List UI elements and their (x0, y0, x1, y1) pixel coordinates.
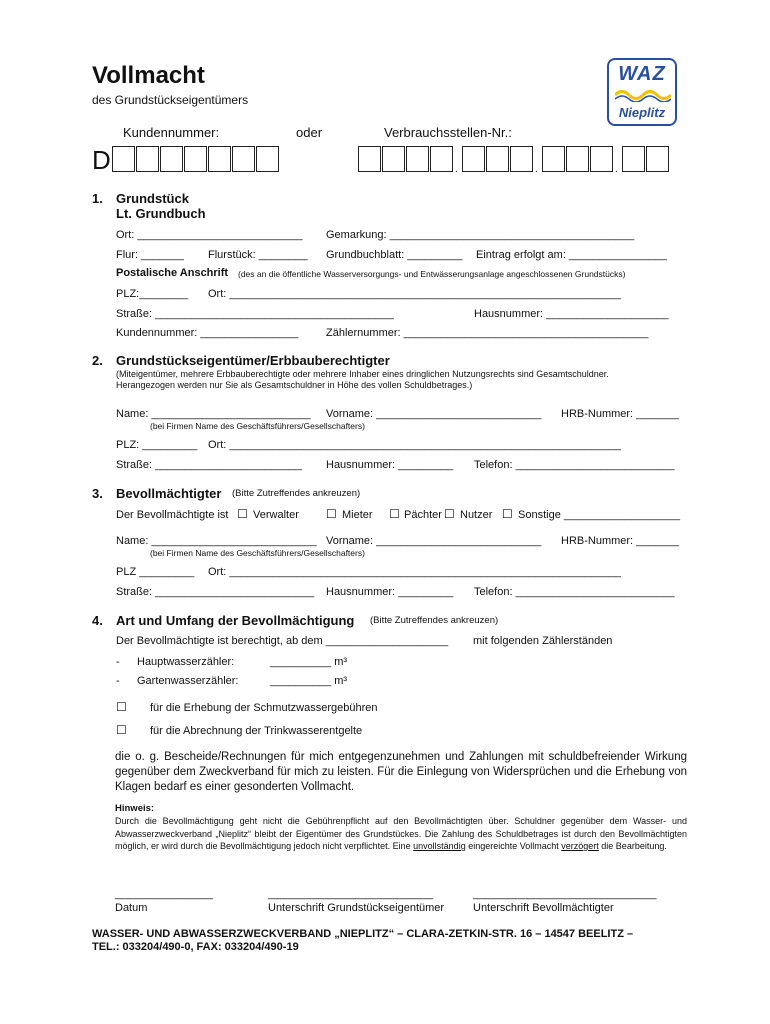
verbrauchsstelle-digit-box[interactable] (430, 146, 453, 172)
eigentuemer-firmen-note: (bei Firmen Name des Geschäftsführers/Gesellschafters) (150, 421, 365, 431)
bevollmaechtigter-firmen-note: (bei Firmen Name des Geschäftsführers/Gesellschafters) (150, 548, 365, 558)
verwalter-checkbox[interactable]: ☐ (237, 507, 248, 521)
berechtigt-ab-field[interactable]: Der Bevollmächtigte ist berechtigt, ab dem ____________________ (116, 635, 449, 647)
eigentuemer-name-field[interactable]: Name: __________________________ (116, 408, 311, 420)
bevollmaechtigter-signature-line[interactable]: ______________________________ (473, 888, 657, 900)
kundennummer-digit-box[interactable] (208, 146, 231, 172)
schmutzwasser-label: für die Erhebung der Schmutzwassergebühren (150, 702, 378, 714)
kundennummer-digit-box[interactable] (232, 146, 255, 172)
bevollmaechtigter-plz-field[interactable]: PLZ _________ (116, 566, 195, 578)
section-2-note-line1: (Miteigentümer, mehrere Erbbauberechtigte oder mehrere Inhaber eines dringlichen Nutzungsrechts sind Gesamtschuldner. (116, 369, 609, 379)
verwalter-label: Verwalter (253, 509, 299, 521)
bevollmaechtigter-strasse-field[interactable]: Straße: __________________________ (116, 586, 315, 598)
section-4-number: 4. (92, 613, 103, 628)
eigentuemer-telefon-field[interactable]: Telefon: __________________________ (474, 459, 675, 471)
sec1-kundennummer-field[interactable]: Kundennummer: ________________ (116, 327, 299, 339)
section-2-note-line2: Herangezogen werden nur Sie als Gesamtschuldner in Höhe des vollen Schuldbetrages.) (116, 380, 473, 390)
verbrauchsstelle-label: Verbrauchsstellen-Nr.: (384, 125, 512, 140)
verbrauchsstelle-digit-box[interactable] (462, 146, 485, 172)
section-3-title: Bevollmächtigter (116, 486, 222, 501)
section-3-note: (Bitte Zutreffendes ankreuzen) (232, 488, 361, 499)
eigentuemer-hrb-field[interactable]: HRB-Nummer: _______ (561, 408, 679, 420)
logo-wave-icon (615, 88, 671, 102)
schmutzwasser-checkbox[interactable]: ☐ (116, 700, 127, 714)
trinkwasser-label: für die Abrechnung der Trinkwasserentgelte (150, 725, 363, 737)
flurstueck-field[interactable]: Flurstück: ________ (208, 249, 308, 261)
eigentuemer-signature-line[interactable]: ___________________________ (268, 888, 434, 900)
section-4-title: Art und Umfang der Bevollmächtigung (116, 613, 355, 628)
kundennummer-prefix: D (92, 145, 111, 175)
hinweis-text (115, 815, 687, 853)
section-2-title: Grundstückseigentümer/Erbbauberechtigter (116, 353, 390, 368)
grundstueck-ort-field[interactable]: Ort: ___________________________ (116, 229, 303, 241)
hauptwasserzaehler-label: Hauptwasserzähler: (137, 656, 235, 668)
verbrauchsstelle-digit-box[interactable] (590, 146, 613, 172)
mieter-checkbox[interactable]: ☐ (326, 507, 337, 521)
paechter-label: Pächter (404, 509, 442, 521)
trinkwasser-checkbox[interactable]: ☐ (116, 723, 127, 737)
kundennummer-digit-box[interactable] (184, 146, 207, 172)
verbrauchsstelle-digit-box[interactable] (566, 146, 589, 172)
hinweis-title: Hinweis: (115, 803, 155, 814)
hinweis-verzoegert: verzögert (561, 841, 599, 851)
footer-address (92, 928, 692, 954)
hinweis-unvollstaendig: unvollständig (413, 841, 466, 851)
footer-line-2: TEL.: 033204/490-0, FAX: 033204/490-19 (92, 941, 299, 953)
kundennummer-digit-box[interactable] (256, 146, 279, 172)
section-1-title: Grundstück (116, 191, 189, 206)
bevollmaechtigte-ist-label: Der Bevollmächtigte ist (116, 509, 229, 521)
verbrauchsstelle-digit-box[interactable] (358, 146, 381, 172)
flur-field[interactable]: Flur: _______ (116, 249, 184, 261)
bevollmaechtigter-hrb-field[interactable]: HRB-Nummer: _______ (561, 535, 679, 547)
sonstige-field[interactable]: Sonstige ___________________ (518, 509, 681, 521)
bevollmaechtigter-telefon-field[interactable]: Telefon: __________________________ (474, 586, 675, 598)
separator-dot: . (535, 164, 538, 175)
gartenwasserzaehler-field[interactable]: __________ m³ (270, 675, 348, 687)
hinweis-text-a: Durch die Bevollmächtigung geht nicht die Gebührenpflicht auf den Bevollmächtigten über. Schuldner gegenüber dem Wasser- und Abwasserzweckverband „Nieplitz“ bleibt der Eigentümer des Grundstückes. Die Zahlung des Schuldbetrages ist durch den Bevollmächtigten möglich, er wird durch die Bevollmächtigung jedoch nicht verpflichtet. Eine (115, 816, 687, 851)
zaehlerstaende-label: mit folgenden Zählerständen (473, 635, 613, 647)
verbrauchsstelle-digit-box[interactable] (486, 146, 509, 172)
verbrauchsstelle-digit-box[interactable] (622, 146, 645, 172)
verbrauchsstelle-digit-box[interactable] (382, 146, 405, 172)
unterschrift-eigentuemer-label: Unterschrift Grundstückseigentümer (268, 902, 445, 914)
hauptwasserzaehler-field[interactable]: __________ m³ (270, 656, 348, 668)
unterschrift-bevollmaechtigter-label: Unterschrift Bevollmächtigter (473, 902, 614, 914)
logo-text-nieplitz: Nieplitz (618, 105, 666, 120)
section-1-subtitle: Lt. Grundbuch (116, 206, 206, 221)
oder-label: oder (296, 125, 323, 140)
paechter-checkbox[interactable]: ☐ (389, 507, 400, 521)
footer-line-1: WASSER- UND ABWASSERZWECKVERBAND „NIEPLITZ“ – CLARA-ZETKIN-STR. 16 – 14547 BEELITZ – (92, 928, 634, 940)
section-2-number: 2. (92, 353, 103, 368)
kundennummer-digit-box[interactable] (136, 146, 159, 172)
vollmacht-paragraph: die o. g. Bescheide/Rechnungen für mich entgegenzunehmen und Zahlungen mit schuldbefreiender Wirkung gegenüber dem Zweckverband für mich zu leisten. Für die Einlegung von Widersprüchen und die Erhebung von Klagen bedarf es einer gesonderten Vollmacht. (115, 751, 687, 793)
eigentuemer-hausnummer-field[interactable]: Hausnummer: _________ (326, 459, 454, 471)
section-3-number: 3. (92, 486, 103, 501)
zaehlernummer-field[interactable]: Zählernummer: ________________________________________ (326, 327, 649, 339)
verbrauchsstelle-digit-box[interactable] (406, 146, 429, 172)
section-4-note: (Bitte Zutreffendes ankreuzen) (370, 615, 499, 626)
separator-dot: . (455, 164, 458, 175)
eigentuemer-plz-field[interactable]: PLZ: _________ (116, 439, 198, 451)
grundbuchblatt-field[interactable]: Grundbuchblatt: _________ (326, 249, 463, 261)
bevollmaechtigter-name-field[interactable]: Name: ___________________________ (116, 535, 317, 547)
document-title: Vollmacht (92, 62, 205, 89)
kundennummer-digit-box[interactable] (112, 146, 135, 172)
waz-logo (607, 58, 677, 126)
postal-strasse-field[interactable]: Straße: _______________________________________ (116, 308, 394, 320)
logo-text-waz: WAZ (618, 63, 666, 85)
bevollmaechtigter-hausnummer-field[interactable]: Hausnummer: _________ (326, 586, 454, 598)
separator-dot: . (615, 164, 618, 175)
sonstige-checkbox[interactable]: ☐ (502, 507, 513, 521)
section-1-number: 1. (92, 191, 103, 206)
verbrauchsstelle-digit-box[interactable] (542, 146, 565, 172)
hinweis-text-b: eingereichte Vollmacht (465, 841, 562, 851)
eintrag-field[interactable]: Eintrag erfolgt am: ________________ (476, 249, 667, 261)
postal-note: (des an die öffentliche Wasserversorgungs- und Entwässerungsanlage angeschlossenen Grundstücks) (238, 269, 626, 279)
bevollmaechtigter-ort-field[interactable]: Ort: ________________________________________________________________ (208, 566, 621, 578)
datum-label: Datum (115, 902, 148, 914)
nutzer-checkbox[interactable]: ☐ (444, 507, 455, 521)
mieter-label: Mieter (342, 509, 373, 521)
postal-title: Postalische Anschrift (116, 267, 229, 279)
nutzer-label: Nutzer (460, 509, 493, 521)
hinweis-text-c: die Bearbeitung. (598, 841, 667, 851)
list-dash: - (116, 656, 120, 668)
gemarkung-field[interactable]: Gemarkung: ________________________________________ (326, 229, 635, 241)
kundennummer-digit-box[interactable] (160, 146, 183, 172)
datum-signature-line[interactable]: ________________ (115, 888, 213, 900)
postal-plz-field[interactable]: PLZ:________ (116, 288, 189, 300)
postal-ort-field[interactable]: Ort: ________________________________________________________________ (208, 288, 621, 300)
eigentuemer-ort-field[interactable]: Ort: ________________________________________________________________ (208, 439, 621, 451)
eigentuemer-vorname-field[interactable]: Vorname: ___________________________ (326, 408, 542, 420)
kundennummer-label: Kundennummer: (123, 125, 220, 140)
verbrauchsstelle-digit-box[interactable] (646, 146, 669, 172)
list-dash: - (116, 675, 120, 687)
postal-hausnummer-field[interactable]: Hausnummer: ____________________ (474, 308, 669, 320)
document-subtitle: des Grundstückseigentümers (92, 93, 249, 107)
gartenwasserzaehler-label: Gartenwasserzähler: (137, 675, 239, 687)
eigentuemer-strasse-field[interactable]: Straße: ________________________ (116, 459, 302, 471)
bevollmaechtigter-vorname-field[interactable]: Vorname: ___________________________ (326, 535, 542, 547)
verbrauchsstelle-digit-box[interactable] (510, 146, 533, 172)
